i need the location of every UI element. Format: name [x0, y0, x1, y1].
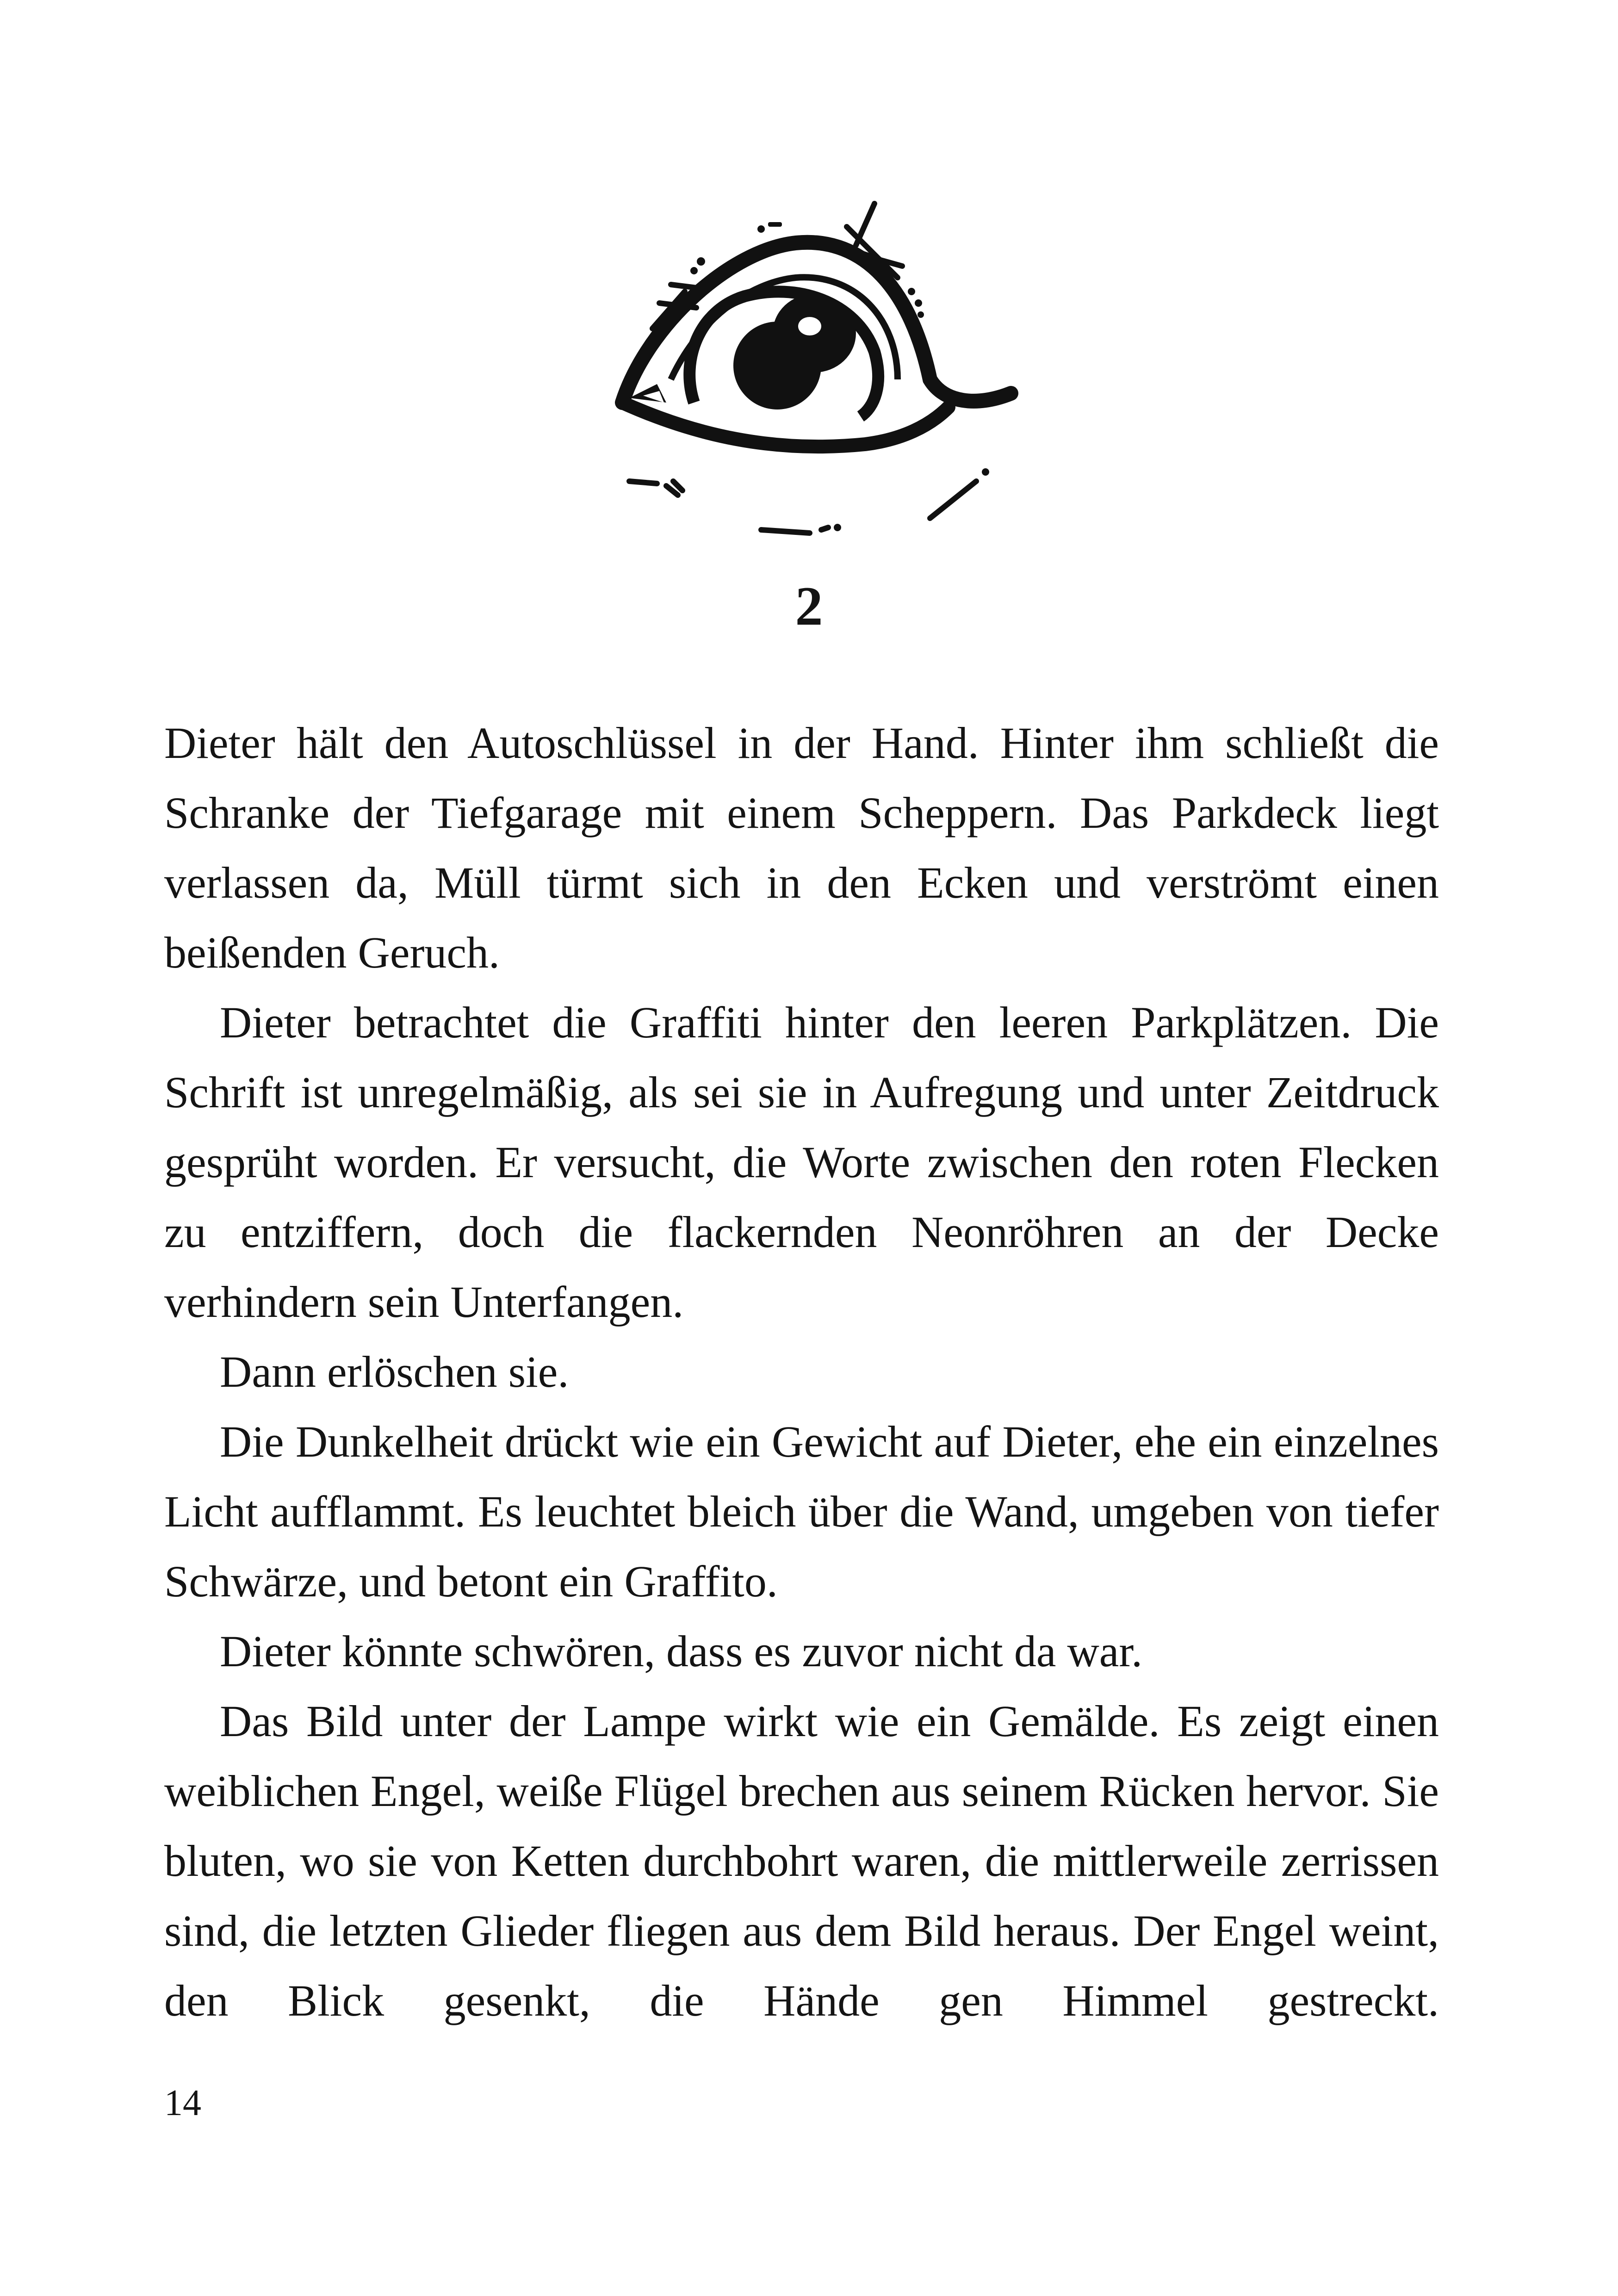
paragraph: Dieter könnte schwören, dass es zuvor nicht da war. — [220, 1626, 1143, 1676]
paragraph: Dieter betrachtet die Graffiti hinter den leeren Parkplätzen. Die Schrift ist unregelmäßig, als sei sie in Aufregung und unter Zeitdruck gesprüht worden. Er versucht, die Worte zwischen den roten Flecken zu entziffern, doch die flackernden Neonröhren an der Decke verhindern sein Unterfangen. — [164, 998, 1439, 1327]
paragraph: Dieter hält den Autoschlüssel in der Hand. Hinter ihm schließt die Schranke der Tiefgarage mit einem Scheppern. Das Parkdeck liegt verlassen da, Müll türmt sich in den Ecken und verströmt einen beißenden Geruch. — [164, 718, 1439, 977]
paragraph: Die Dunkelheit drückt wie ein Gewicht auf Dieter, ehe ein einzelnes Licht aufflammt. Es leuchtet bleich über die Wand, umgeben von tiefer Schwärze, und betont ein Graffito. — [164, 1417, 1439, 1606]
body-text — [164, 708, 1439, 2035]
eye-drawing-icon — [578, 185, 1041, 537]
chapter-number: 2 — [795, 575, 823, 637]
paragraph: Dann erlöschen sie. — [220, 1347, 569, 1396]
page-number: 14 — [164, 2083, 201, 2123]
paragraph: Das Bild unter der Lampe wirkt wie ein Gemälde. Es zeigt einen weiblichen Engel, weiße Flügel brechen aus seinem Rücken hervor. Sie bluten, wo sie von Ketten durchbohrt waren, die mittlerweile zerrissen sind, die letzten Glieder fliegen aus dem Bild heraus. Der Engel weint, den Blick gesenkt, die Hände gen Himmel gestreckt. — [164, 1696, 1439, 2025]
